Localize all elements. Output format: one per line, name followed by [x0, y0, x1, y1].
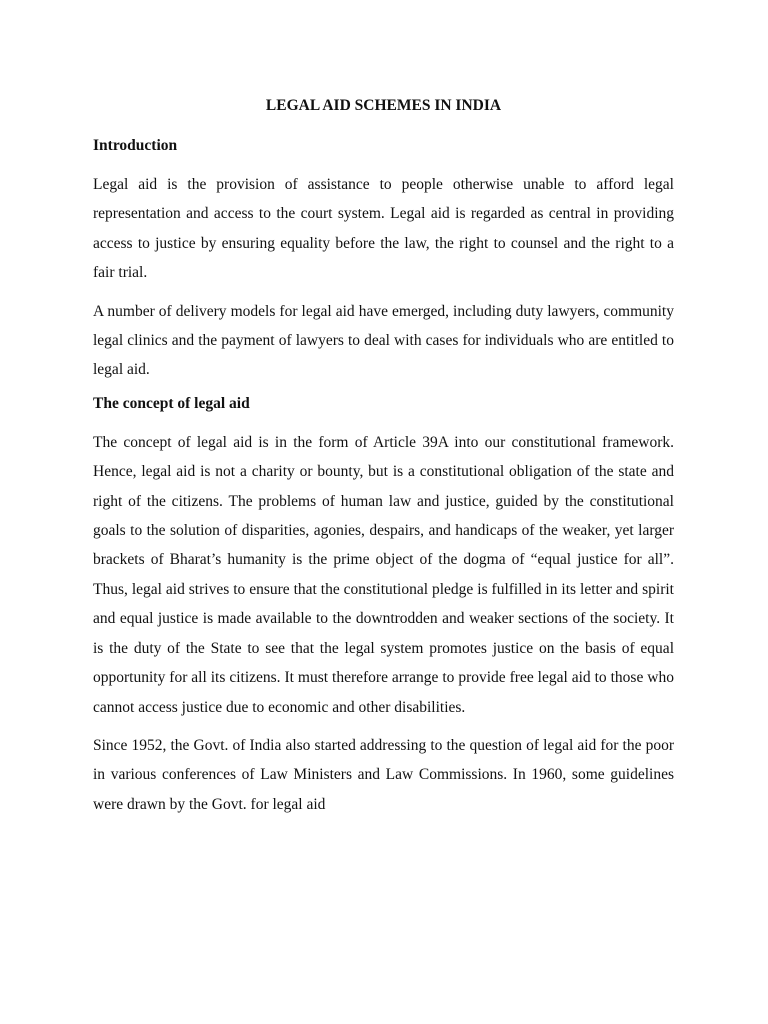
paragraph: A number of delivery models for legal aid have emerged, including duty lawyers, community legal clinics and the payment of lawyers to deal with cases for individuals who are entitled to legal aid. — [93, 302, 674, 379]
section-heading-concept-of-legal-aid: The concept of legal aid — [93, 394, 250, 412]
section-heading-introduction: Introduction — [93, 137, 178, 154]
paragraph: The concept of legal aid is in the form of Article 39A into our constitutional framework. Hence, legal aid is not a charity or bounty, but is a constitutional obligation of the state and right of the citizens. The problems of human law and justice, guided by the constitutional goals to the solution of disparities, agonies, despairs, and handicaps of the weaker, yet larger brackets of Bharat’s humanity is the prime object of the dogma of “equal justice for all”. Thus, legal aid strives to ensure that the constitutional pledge is fulfilled in its letter and spirit and equal justice is made available to the downtrodden and weaker sections of the society. It is the duty of the State to see that the legal system promotes justice on the basis of equal opportunity for all its citizens. It must therefore arrange to provide free legal aid to those who cannot access justice due to economic and other disabilities. — [93, 433, 674, 716]
document-title: LEGAL AID SCHEMES IN INDIA — [265, 97, 502, 114]
paragraph: Since 1952, the Govt. of India also started addressing to the question of legal aid for the poor in various conferences of Law Ministers and Law Commissions. In 1960, some guidelines were drawn by the Govt. for legal aid — [93, 736, 674, 813]
paragraph: Legal aid is the provision of assistance to people otherwise unable to afford legal representation and access to the court system. Legal aid is regarded as central in providing access to justice by ensuring equality before the law, the right to counsel and the right to a fair trial. — [93, 176, 674, 282]
document-body — [93, 96, 674, 828]
